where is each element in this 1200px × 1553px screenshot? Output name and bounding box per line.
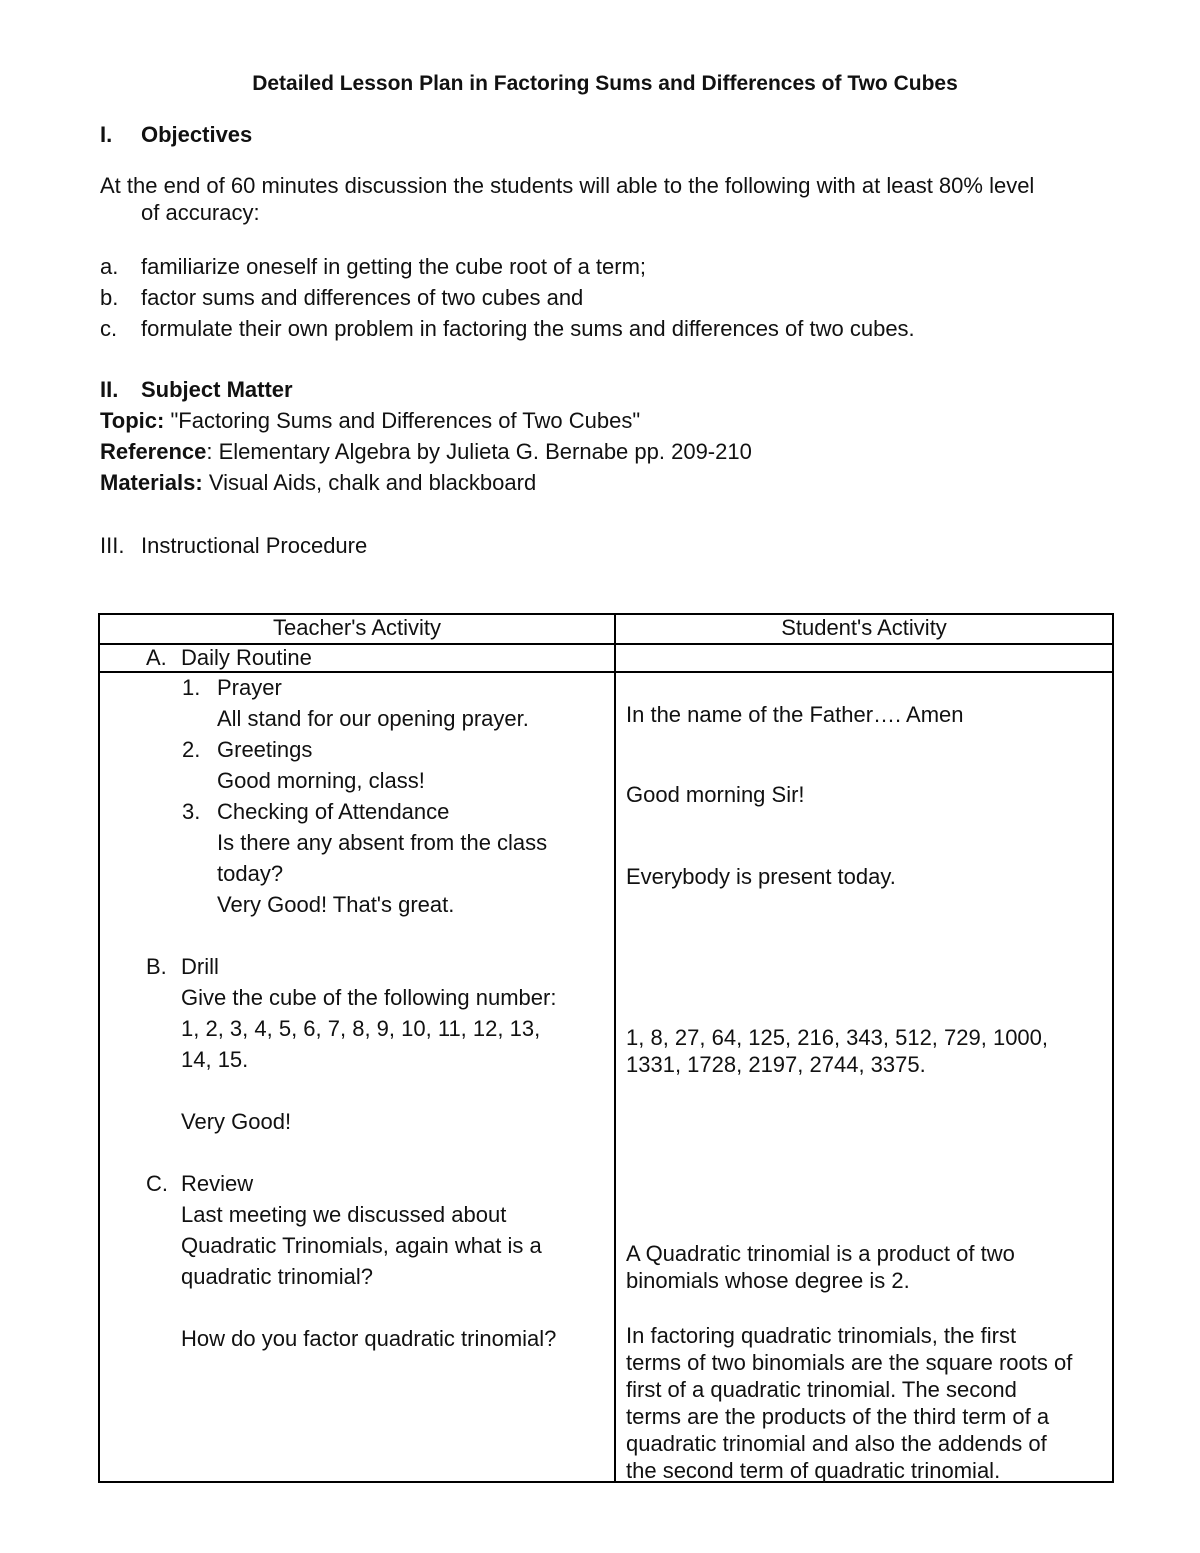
review-response2-line1: In factoring quadratic trinomials, the first: [626, 1323, 1017, 1348]
review-response2-line6: the second term of quadratic trinomial.: [626, 1458, 1001, 1483]
attendance-line3: Very Good! That's great.: [217, 892, 455, 917]
objective-a-letter: a.: [100, 254, 119, 279]
greetings-heading: Greetings: [217, 737, 313, 762]
greeting-response: Good morning Sir!: [626, 782, 805, 807]
review-letter: C.: [146, 1171, 168, 1196]
header-teacher-activity: Teacher's Activity: [99, 614, 615, 644]
activity-table: [98, 613, 1114, 1483]
review-question2: How do you factor quadratic trinomial?: [181, 1326, 557, 1351]
review-response1-line2: binomials whose degree is 2.: [626, 1268, 910, 1293]
header-student-activity: Student's Activity: [615, 614, 1113, 644]
daily-routine-letter: A.: [146, 645, 167, 670]
table-header-row: [99, 614, 1113, 644]
objective-b-text: factor sums and differences of two cubes and: [141, 285, 584, 310]
drill-response-line1: 1, 8, 27, 64, 125, 216, 343, 512, 729, 1000,: [626, 1025, 1049, 1050]
attendance-number: 3.: [182, 799, 201, 824]
review-line3: quadratic trinomial?: [181, 1264, 373, 1289]
drill-response-line2: 1331, 1728, 2197, 2744, 3375.: [626, 1052, 926, 1077]
objective-c-text: formulate their own problem in factoring the sums and differences of two cubes.: [141, 316, 915, 341]
reference-value: : Elementary Algebra by Julieta G. Bernabe pp. 209-210: [206, 439, 752, 464]
daily-routine-cell: [99, 644, 615, 672]
review-line2: Quadratic Trinomials, again what is a: [181, 1233, 542, 1258]
objectives-intro-line2: of accuracy:: [141, 200, 260, 225]
greetings-number: 2.: [182, 737, 201, 762]
student-activity-cell: [615, 672, 1113, 1482]
objective-a-text: familiarize oneself in getting the cube root of a term;: [141, 254, 647, 279]
reference-line: [100, 439, 752, 465]
attendance-line2: today?: [217, 861, 284, 886]
prayer-heading: Prayer: [217, 675, 282, 700]
daily-routine-row: [99, 644, 1113, 672]
topic-line: [100, 408, 640, 434]
objectives-number: I.: [100, 122, 113, 147]
drill-letter: B.: [146, 954, 167, 979]
daily-routine-label: Daily Routine: [181, 645, 312, 670]
drill-line2: 1, 2, 3, 4, 5, 6, 7, 8, 9, 10, 11, 12, 13,: [181, 1016, 541, 1041]
attendance-line1: Is there any absent from the class: [217, 830, 548, 855]
objectives-heading: Objectives: [141, 122, 253, 147]
review-response2-line2: terms of two binomials are the square roots of: [626, 1350, 1073, 1375]
review-response2-line3: first of a quadratic trinomial. The second: [626, 1377, 1017, 1402]
procedure-heading: Instructional Procedure: [141, 533, 368, 558]
drill-heading: Drill: [181, 954, 219, 979]
objectives-intro-line1: At the end of 60 minutes discussion the students will able to the following with at least 80% level: [100, 173, 1035, 198]
materials-line: [100, 470, 536, 496]
attendance-heading: Checking of Attendance: [217, 799, 450, 824]
greetings-line: Good morning, class!: [217, 768, 425, 793]
daily-routine-student-cell: [615, 644, 1113, 672]
topic-value: "Factoring Sums and Differences of Two Cubes": [164, 408, 641, 433]
materials-value: Visual Aids, chalk and blackboard: [202, 470, 537, 495]
review-response1-line1: A Quadratic trinomial is a product of two: [626, 1241, 1015, 1266]
review-response2-line5: quadratic trinomial and also the addends of: [626, 1431, 1047, 1456]
reference-label: Reference: [100, 439, 207, 464]
prayer-response: In the name of the Father…. Amen: [626, 702, 964, 727]
materials-label: Materials:: [100, 470, 203, 495]
review-heading: Review: [181, 1171, 254, 1196]
topic-label: Topic:: [100, 408, 165, 433]
subject-matter-number: II.: [100, 377, 119, 402]
drill-line1: Give the cube of the following number:: [181, 985, 557, 1010]
objective-b-letter: b.: [100, 285, 119, 310]
drill-line3: 14, 15.: [181, 1047, 249, 1072]
prayer-line: All stand for our opening prayer.: [217, 706, 529, 731]
drill-praise: Very Good!: [181, 1109, 292, 1134]
document-title: Detailed Lesson Plan in Factoring Sums and Differences of Two Cubes: [252, 72, 958, 95]
teacher-activity-cell: [99, 672, 615, 1482]
review-line1: Last meeting we discussed about: [181, 1202, 507, 1227]
review-response2-line4: terms are the products of the third term of a: [626, 1404, 1050, 1429]
procedure-number: III.: [100, 533, 125, 558]
subject-matter-heading: Subject Matter: [141, 377, 293, 402]
prayer-number: 1.: [182, 675, 201, 700]
objective-c-letter: c.: [100, 316, 118, 341]
activity-body-row: [99, 672, 1113, 1482]
attendance-response: Everybody is present today.: [626, 864, 896, 889]
